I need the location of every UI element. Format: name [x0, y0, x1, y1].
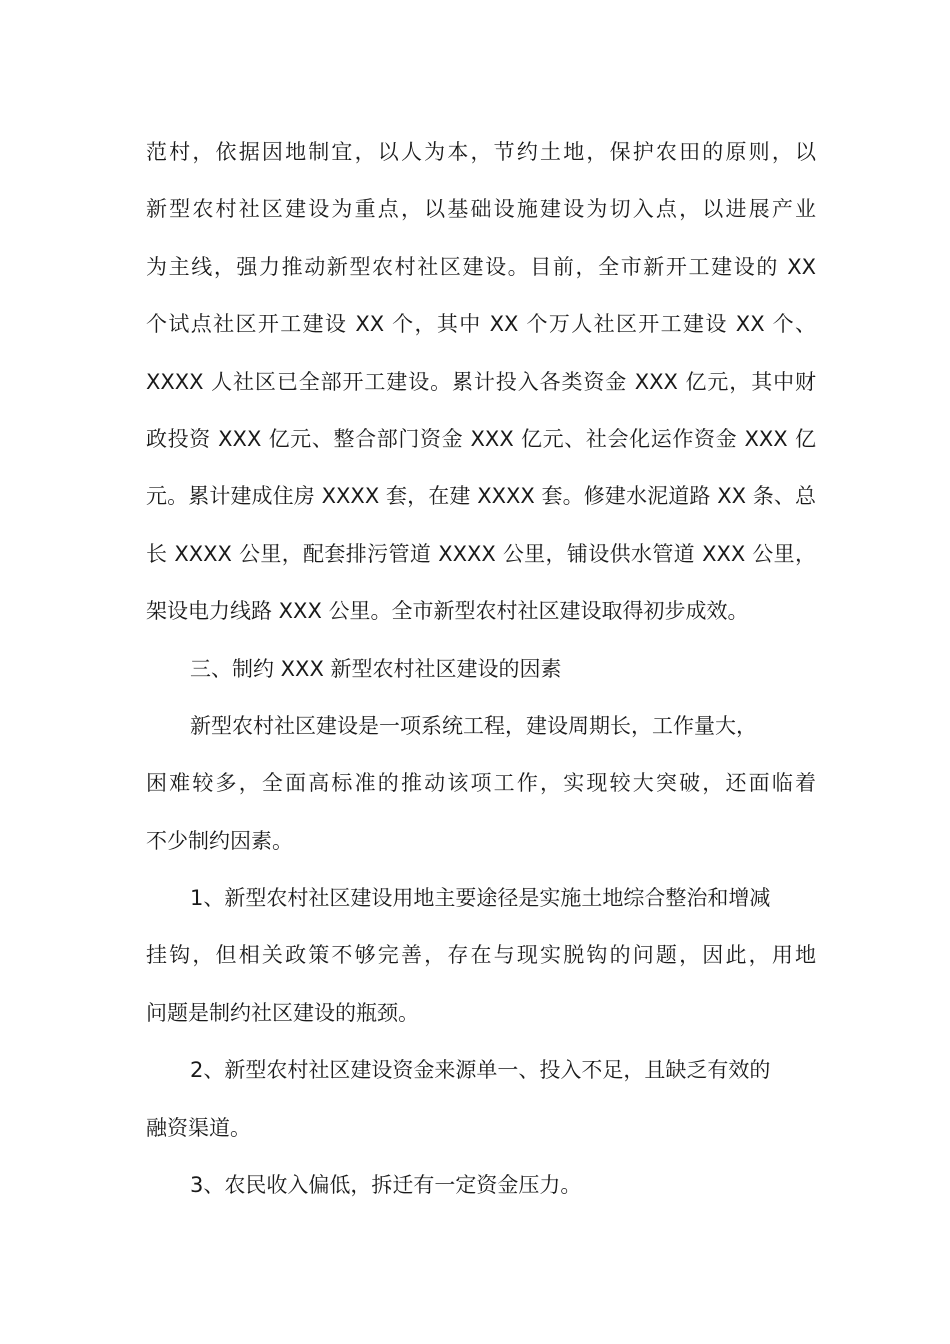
- text-line: XXXX 人社区已全部开工建设。累计投入各类资金 XXX 亿元，其中财: [146, 369, 816, 394]
- text-line: 挂钩，但相关政策不够完善，存在与现实脱钩的问题，因此，用地: [146, 943, 816, 968]
- text-line: 政投资 XXX 亿元、整合部门资金 XXX 亿元、社会化运作资金 XXX 亿: [146, 426, 816, 451]
- document-body: [146, 131, 816, 1221]
- text-line: 架设电力线路 XXX 公里。全市新型农村社区建设取得初步成效。: [146, 599, 749, 624]
- text-line: 长 XXXX 公里，配套排污管道 XXXX 公里，铺设供水管道 XXX 公里，: [146, 541, 816, 566]
- text-line: 元。累计建成住房 XXXX 套，在建 XXXX 套。修建水泥道路 XX 条、总: [146, 484, 816, 509]
- text-line: 融资渠道。: [146, 1115, 251, 1140]
- text-line: 范村，依据因地制宜，以人为本，节约土地，保护农田的原则，以: [146, 140, 816, 164]
- list-item-1: 1、新型农村社区建设用地主要途径是实施土地综合整治和增减: [190, 886, 771, 911]
- text-line: 问题是制约社区建设的瓶颈。: [146, 1000, 419, 1025]
- text-line: 为主线，强力推动新型农村社区建设。目前，全市新开工建设的 XX: [146, 254, 816, 279]
- text-line: 困难较多，全面高标准的推动该项工作，实现较大突破，还面临着: [146, 771, 816, 796]
- paragraph-first-line: 新型农村社区建设是一项系统工程，建设周期长，工作量大，: [190, 713, 757, 738]
- list-item-2: 2、新型农村社区建设资金来源单一、投入不足，且缺乏有效的: [190, 1058, 771, 1083]
- text-line: 个试点社区开工建设 XX 个，其中 XX 个万人社区开工建设 XX 个、: [146, 312, 816, 337]
- section-heading: 三、制约 XXX 新型农村社区建设的因素: [190, 656, 562, 681]
- text-line: 不少制约因素。: [146, 828, 293, 853]
- list-item-3: 3、农民收入偏低，拆迁有一定资金压力。: [190, 1173, 582, 1198]
- text-line: 新型农村社区建设为重点，以基础设施建设为切入点，以进展产业: [146, 197, 816, 222]
